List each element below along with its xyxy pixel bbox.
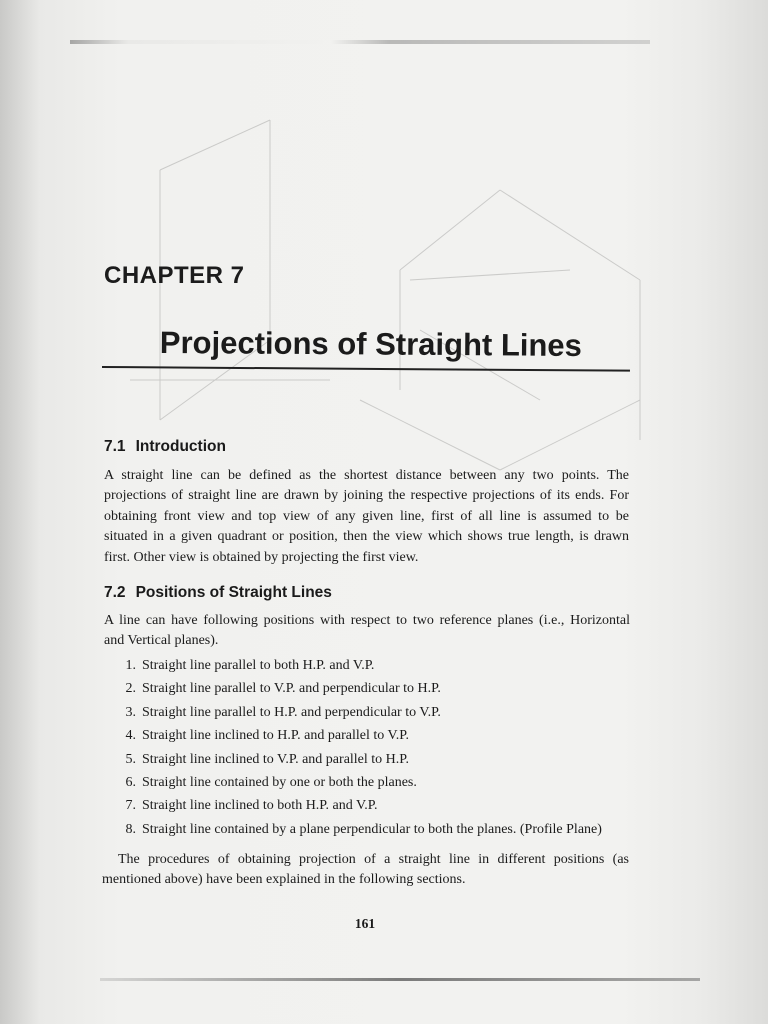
page-number: 161 — [354, 916, 376, 931]
introduction-paragraph — [104, 466, 629, 568]
paragraph-line: first. Other view is obtained by projecting the first view. — [104, 549, 419, 565]
list-item: 2. Straight line parallel to V.P. and perpendicular to H.P. — [125, 681, 441, 697]
positions-intro-paragraph — [104, 611, 630, 652]
list-item: 3. Straight line parallel to H.P. and perpendicular to V.P. — [125, 704, 441, 720]
chapter-title: Projections of Straight Lines — [159, 325, 582, 363]
positions-list — [116, 654, 636, 841]
paragraph-line: obtaining front view and top view of any given line, first of all line is assumed to be — [104, 508, 629, 524]
positions-closing-paragraph — [102, 850, 629, 891]
section-number: 7.1 — [104, 438, 126, 455]
list-item: 1. Straight line parallel to both H.P. and V.P. — [125, 658, 375, 673]
paragraph-line: A straight line can be defined as the shortest distance between any two points. The — [104, 468, 629, 483]
paragraph-line: The procedures of obtaining projection of a straight line in different positions (as — [118, 852, 629, 867]
show-through-diagram — [100, 90, 660, 530]
section-number: 7.2 — [104, 584, 126, 601]
paragraph-line: A line can have following positions with respect to two reference planes (i.e., Horizontal — [104, 613, 630, 628]
section-title: Introduction — [135, 438, 226, 455]
paragraph-line: mentioned above) have been explained in the following sections. — [102, 872, 466, 888]
page-top-edge — [70, 40, 650, 44]
section-heading-introduction — [104, 438, 226, 456]
list-item: 7. Straight line inclined to both H.P. and V.P. — [125, 798, 378, 814]
section-title: Positions of Straight Lines — [135, 584, 332, 601]
section-heading-positions — [104, 584, 332, 602]
page-bottom-edge — [100, 978, 700, 981]
paragraph-line: situated in a given quadrant or position, then the view which shows true length, is drawn — [104, 529, 629, 545]
paragraph-line: and Vertical planes). — [104, 633, 219, 649]
list-item: 8. Straight line contained by a plane perpendicular to both the planes. (Profile Plane) — [125, 821, 602, 837]
list-item: 6. Straight line contained by one or both the planes. — [125, 774, 417, 790]
list-item: 4. Straight line inclined to H.P. and parallel to V.P. — [125, 728, 410, 744]
paragraph-line: projections of straight line are drawn by joining the respective projections of its ends. For — [104, 488, 629, 504]
list-item: 5. Straight line inclined to V.P. and parallel to H.P. — [125, 751, 410, 767]
chapter-label: CHAPTER 7 — [104, 262, 245, 289]
